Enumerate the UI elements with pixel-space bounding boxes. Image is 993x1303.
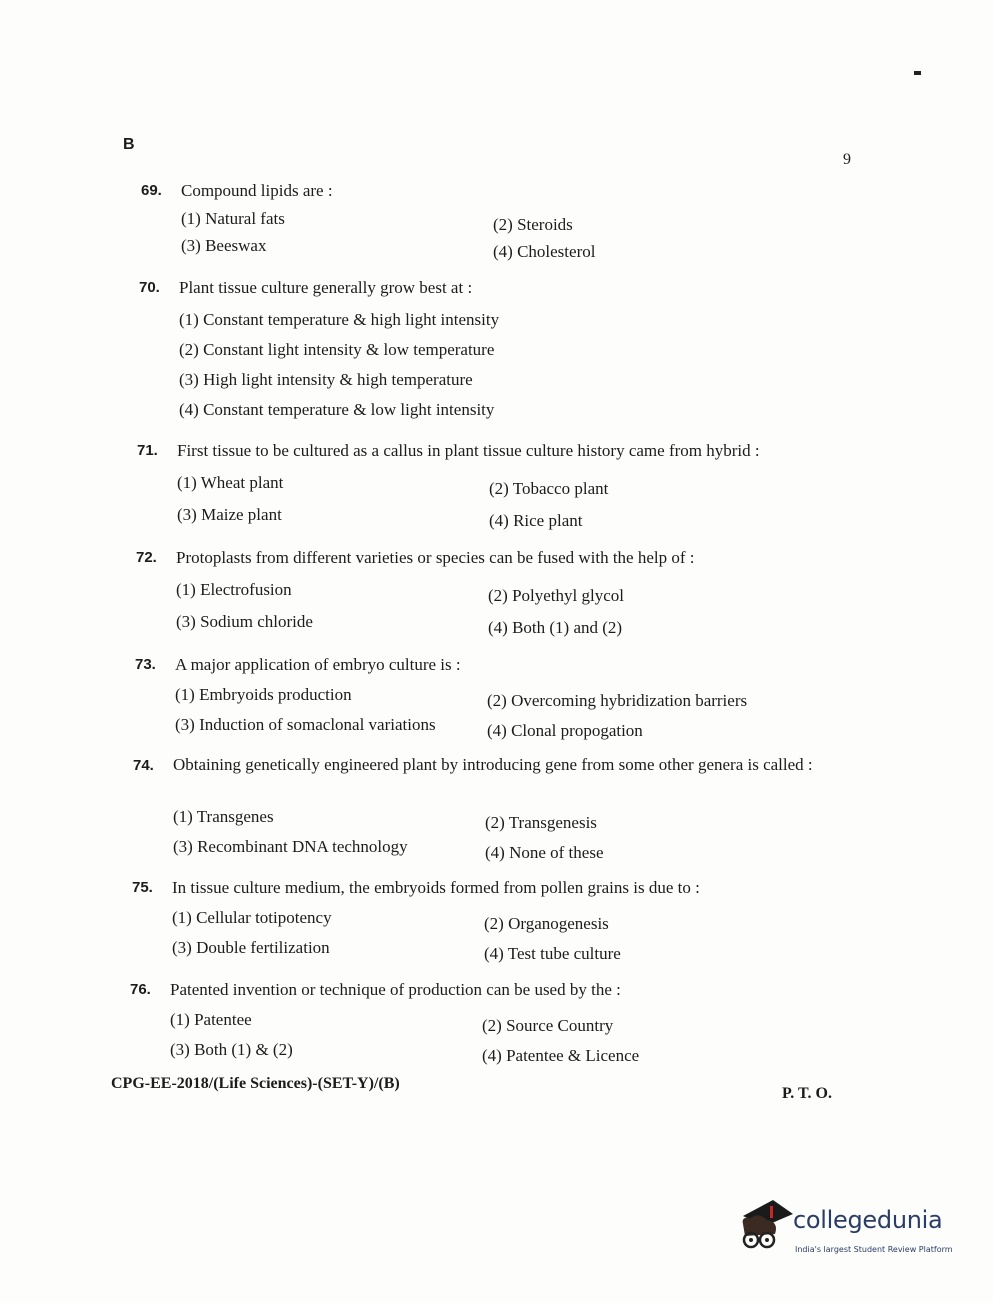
option-1: (1) Constant temperature & high light intensity [179,310,500,329]
question-number: 71. [137,442,158,459]
option-4: (4) Both (1) and (2) [488,618,623,637]
question-69 [141,180,861,270]
option-2: (2) Polyethyl glycol [488,586,624,605]
question-text: First tissue to be cultured as a callus in plant tissue culture history came from hybrid : [177,441,760,460]
paper-code: CPG-EE-2018/(Life Sciences)-(SET-Y)/(B) [111,1075,400,1092]
option-3: (3) High light intensity & high temperature [179,370,473,389]
option-3: (3) Both (1) & (2) [170,1040,293,1059]
option-2: (2) Source Country [482,1016,614,1035]
mascot-icon [735,1196,795,1256]
question-75 [132,877,852,967]
question-74 [133,755,853,865]
option-2: (2) Transgenesis [485,813,597,832]
collegedunia-watermark [735,1196,965,1266]
option-4: (4) Constant temperature & low light intensity [179,400,495,419]
question-text: A major application of embryo culture is : [175,655,461,674]
option-2: (2) Overcoming hybridization barriers [487,691,748,710]
option-4: (4) Rice plant [489,511,583,530]
option-3: (3) Sodium chloride [176,612,313,631]
question-73 [135,654,855,744]
question-text: Obtaining genetically engineered plant by introducing gene from some other genera is called : [173,755,813,774]
question-72 [136,547,856,642]
question-76 [130,979,850,1069]
option-3: (3) Recombinant DNA technology [173,837,408,856]
brand-name: collegedunia [793,1206,943,1234]
option-2: (2) Steroids [493,215,573,234]
scan-mark [914,71,921,75]
option-1: (1) Transgenes [173,807,274,826]
option-4: (4) None of these [485,843,604,862]
question-text: Patented invention or technique of production can be used by the : [170,980,621,999]
option-3: (3) Double fertilization [172,938,330,957]
option-4: (4) Test tube culture [484,944,621,963]
option-3: (3) Induction of somaclonal variations [175,715,436,734]
set-letter: B [123,136,135,153]
question-text: Protoplasts from different varieties or species can be fused with the help of : [176,548,695,567]
question-number: 73. [135,656,156,673]
brand-tagline: India's largest Student Review Platform [795,1245,953,1254]
option-1: (1) Natural fats [181,209,285,228]
question-text: Compound lipids are : [181,181,333,200]
please-turn-over: P. T. O. [782,1085,832,1102]
option-1: (1) Electrofusion [176,580,292,599]
option-2: (2) Tobacco plant [489,479,609,498]
option-4: (4) Cholesterol [493,242,596,261]
option-4: (4) Patentee & Licence [482,1046,640,1065]
question-number: 72. [136,549,157,566]
page-number: 9 [843,151,851,168]
question-number: 70. [139,279,160,296]
option-3: (3) Beeswax [181,236,267,255]
option-1: (1) Wheat plant [177,473,284,492]
question-number: 69. [141,182,162,199]
question-number: 74. [133,757,154,774]
question-71 [137,440,857,535]
option-2: (2) Organogenesis [484,914,609,933]
question-number: 76. [130,981,151,998]
option-1: (1) Patentee [170,1010,252,1029]
option-4: (4) Clonal propogation [487,721,643,740]
question-number: 75. [132,879,153,896]
option-1: (1) Cellular totipotency [172,908,332,927]
question-text: In tissue culture medium, the embryoids formed from pollen grains is due to : [172,878,700,897]
question-70 [139,277,859,427]
option-3: (3) Maize plant [177,505,282,524]
option-1: (1) Embryoids production [175,685,352,704]
question-text: Plant tissue culture generally grow best at : [179,278,473,297]
option-2: (2) Constant light intensity & low temperature [179,340,495,359]
